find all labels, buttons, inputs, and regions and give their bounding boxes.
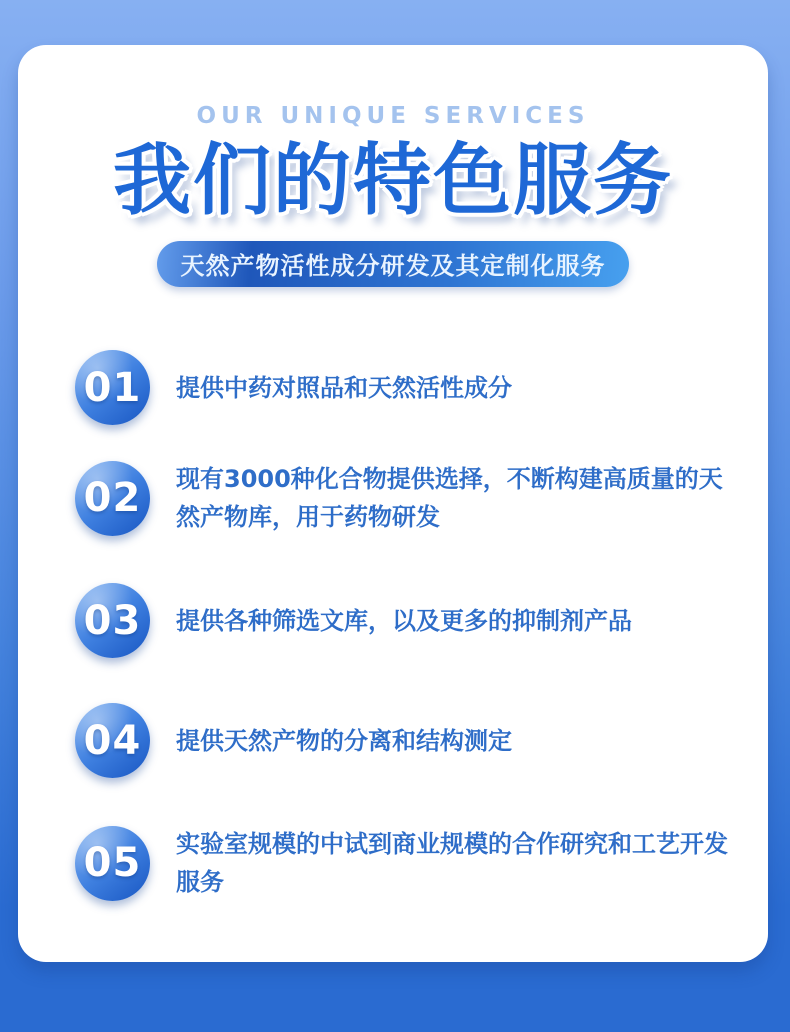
service-item: [75, 350, 735, 425]
service-number-badge: [75, 350, 150, 425]
service-number: 04: [83, 717, 142, 764]
page-title: 我们的特色服务: [112, 136, 673, 226]
service-card: [18, 45, 768, 962]
service-text: 提供各种筛选文库，以及更多的抑制剂产品: [176, 606, 632, 635]
service-number-badge: [75, 583, 150, 658]
service-number-badge: [75, 703, 150, 778]
service-number: 01: [83, 364, 142, 411]
service-number-badge: [75, 826, 150, 901]
service-item: [75, 583, 735, 658]
service-list: [75, 350, 735, 901]
service-item: [75, 825, 735, 901]
service-number-badge: [75, 461, 150, 536]
service-text: 提供中药对照品和天然活性成分: [176, 373, 512, 402]
service-number: 05: [83, 840, 142, 886]
service-number: 02: [83, 475, 142, 521]
service-text: 实验室规模的中试到商业规模的合作研究和工艺开发服务: [176, 830, 728, 896]
service-item: [75, 703, 735, 778]
service-number: 03: [83, 597, 142, 644]
service-item: [75, 460, 735, 536]
subtitle-text: 天然产物活性成分研发及其定制化服务: [180, 252, 606, 281]
eyebrow-text: OUR UNIQUE SERVICES: [196, 103, 590, 129]
service-text: 现有3000种化合物提供选择，不断构建高质量的天然产物库，用于药物研发: [176, 465, 723, 531]
service-text: 提供天然产物的分离和结构测定: [176, 726, 512, 755]
subtitle-banner: [157, 241, 629, 287]
